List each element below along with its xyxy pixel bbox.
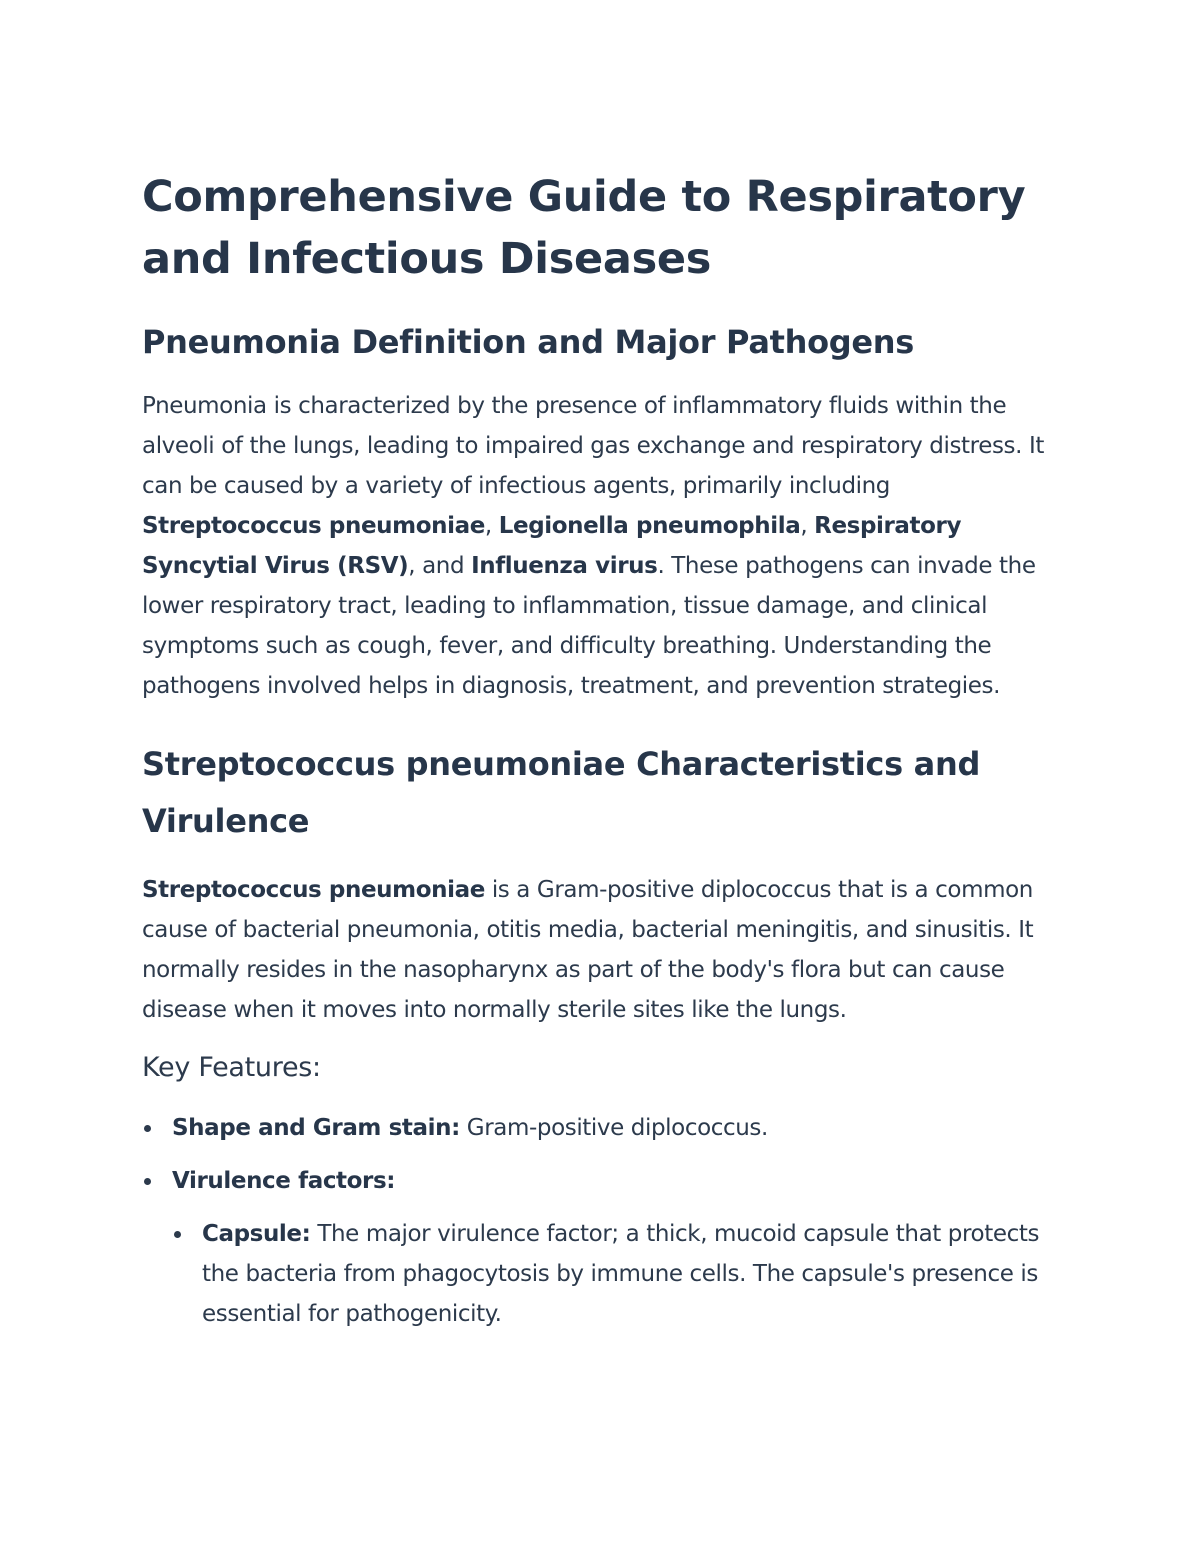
pathogen-rsv: Respiratory Syncytial Virus (RSV): [142, 513, 962, 579]
bullet-icon: [144, 1125, 151, 1132]
section-heading-pneumonia: Pneumonia Definition and Major Pathogens: [142, 323, 915, 361]
list-item: [142, 1108, 1062, 1148]
pathogen-influenza: Influenza virus: [471, 553, 658, 579]
text-run: Pneumonia is characterized by the presence of inflammatory fluids within the alveoli of the lungs, leading to impaired gas exchange and respiratory distress. It can be caused by a variety of infectious agents, primarily including: [142, 393, 1044, 499]
text-run: is a Gram-positive diplococcus that is a common cause of bacterial pneumonia, otitis media, bacterial meningitis, and sinusitis. It normally resides in the nasopharynx as part of the body's flora but can cause disease when it moves into normally sterile sites like the lungs.: [142, 877, 1034, 1023]
bullet-icon: [174, 1231, 181, 1238]
text-run: ,: [800, 513, 815, 539]
text-run: , and: [408, 553, 472, 579]
page-title: Comprehensive Guide to Respiratory and Infectious Diseases: [142, 172, 1026, 284]
key-features-label: Key Features:: [142, 1052, 321, 1083]
pneumonia-paragraph: [142, 386, 1062, 706]
virulence-factors-list: [172, 1214, 1062, 1334]
features-list: [142, 1108, 1062, 1334]
subfeature-text: The major virulence factor; a thick, mucoid capsule that protects the bacteria from phagocytosis by immune cells. The capsule's presence is essential for pathogenicity.: [202, 1221, 1040, 1327]
pathogen-legionella: Legionella pneumophila: [498, 513, 801, 539]
pathogen-streptococcus: Streptococcus pneumoniae: [142, 513, 485, 539]
text-run: ,: [484, 513, 499, 539]
subfeature-label: Capsule:: [202, 1221, 311, 1247]
streptococcus-paragraph: [142, 870, 1062, 1030]
feature-label: Virulence factors:: [172, 1168, 396, 1194]
text-run: . These pathogens can invade the lower respiratory tract, leading to inflammation, tissue damage, and clinical symptoms such as cough, fever, and difficulty breathing. Understanding the pathogens involved helps in diagnosis, treatment, and prevention strategies.: [142, 553, 1036, 699]
feature-text: Gram-positive diplococcus.: [459, 1115, 768, 1141]
bullet-icon: [144, 1178, 151, 1185]
section-heading-streptococcus: Streptococcus pneumoniae Characteristics and Virulence: [142, 745, 981, 840]
list-item: [172, 1214, 1062, 1334]
list-item: [142, 1161, 1062, 1334]
document-content: [142, 166, 1062, 1347]
feature-label: Shape and Gram stain:: [172, 1115, 460, 1141]
organism-name: Streptococcus pneumoniae: [142, 877, 485, 903]
